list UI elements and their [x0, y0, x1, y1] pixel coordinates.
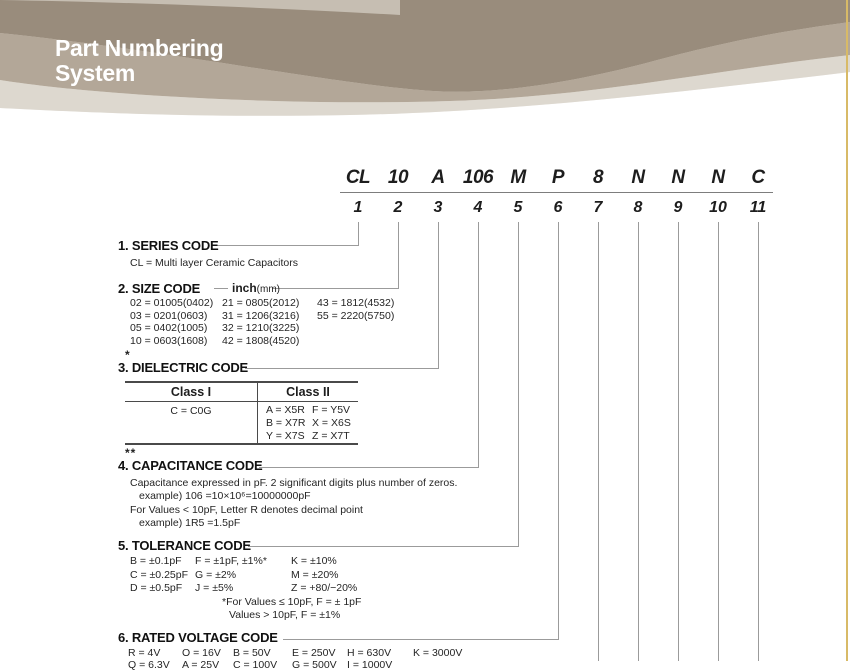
dielectric-table-header [125, 383, 358, 402]
connector-line-6 [558, 222, 559, 639]
size-code: 43 = 1812(4532) [317, 297, 395, 309]
part-code-letter: 106 [462, 167, 494, 188]
size-code [317, 322, 394, 335]
size-code: 05 = 0402(1005) [130, 322, 208, 334]
size-unit-mm: (mm) [256, 284, 280, 295]
position-number: 5 [513, 199, 523, 216]
voltage-code-row-2-clipped [128, 659, 413, 671]
voltage-code: G = 500V [292, 659, 337, 671]
part-code-row [338, 167, 778, 189]
size-unit-inch: inch [232, 281, 257, 295]
size-code: 02 = 01005(0402) [130, 297, 214, 309]
class2-header: Class II [286, 385, 330, 399]
voltage-code: K = 3000V [413, 647, 463, 659]
dielectric-code: X = X6S [312, 417, 351, 429]
leader-line-size [272, 288, 399, 289]
dielectric-code: A = X5R [266, 404, 305, 416]
size-code: 31 = 1206(3216) [222, 309, 300, 322]
position-number: 11 [749, 199, 767, 216]
section-title-dielectric: 3. DIELECTRIC CODE [118, 360, 249, 375]
tolerance-code: K = ±10% [291, 555, 337, 567]
size-code: 55 = 2220(5750) [317, 309, 395, 322]
dielectric-code: F = Y5V [312, 404, 351, 416]
connector-line-8 [638, 222, 639, 661]
tolerance-code: B = ±0.1pF [130, 555, 182, 567]
dielectric-table-body [125, 402, 358, 443]
class2-codes [266, 404, 358, 443]
capacitance-line1: Capacitance expressed in pF. 2 significant digits plus number of zeros. [130, 477, 458, 489]
position-number-row [338, 199, 778, 217]
capacitance-description [130, 477, 457, 530]
page-title-line2: System [55, 59, 136, 86]
position-number: 10 [709, 199, 727, 216]
capacitance-line3: For Values < 10pF, Letter R denotes decimal point [130, 504, 363, 516]
position-number: 9 [673, 199, 683, 216]
part-code-letter: C [751, 167, 765, 188]
header-banner [0, 0, 850, 122]
section-title-series: 1. SERIES CODE [118, 238, 219, 253]
tolerance-code: D = ±0.5pF [130, 582, 183, 594]
voltage-code: R = 4V [128, 647, 161, 659]
part-code-letter: M [510, 167, 526, 188]
part-code-letter: 10 [387, 167, 409, 188]
connector-line-7 [598, 222, 599, 661]
tolerance-footnote-line2: Values > 10pF, F = ±1% [229, 609, 341, 621]
voltage-code: B = 50V [233, 647, 271, 659]
voltage-code: Q = 6.3V [128, 659, 170, 671]
dielectric-code: B = X7R [266, 417, 306, 429]
capacitance-example1: example) 106 =10×10⁶=10000000pF [139, 490, 311, 502]
tolerance-code: J = ±5% [195, 582, 234, 594]
voltage-code: O = 16V [182, 647, 221, 659]
section-title-tolerance: 5. TOLERANCE CODE [118, 538, 251, 553]
size-code: 03 = 0201(0603) [130, 309, 208, 322]
position-number: 3 [433, 199, 443, 216]
series-description: CL = Multi layer Ceramic Capacitors [130, 257, 298, 269]
capacitance-footnote-marker: ** [125, 446, 137, 460]
page-edge-line [846, 0, 848, 661]
part-code-letter: N [631, 167, 645, 188]
voltage-code: E = 250V [292, 647, 336, 659]
section-title-voltage: 6. RATED VOLTAGE CODE [118, 630, 278, 645]
position-number: 8 [633, 199, 643, 216]
page-title [55, 36, 223, 86]
voltage-code-row-1 [128, 647, 462, 659]
leader-line-voltage [283, 639, 559, 640]
connector-line-3 [438, 222, 439, 368]
tolerance-code: C = ±0.25pF [130, 568, 189, 581]
size-unit-label [232, 281, 280, 295]
tolerance-code: F = ±1pF, ±1%* [195, 555, 267, 567]
part-code-letter: 8 [592, 167, 604, 188]
part-code-letter: CL [345, 167, 371, 188]
position-number: 1 [353, 199, 363, 216]
dielectric-code: Z = X7T [312, 430, 350, 442]
tolerance-code: Z = +80/−20% [291, 582, 358, 594]
tolerance-code: M = ±20% [291, 568, 339, 581]
tolerance-footnote [222, 596, 361, 622]
section-title-size: 2. SIZE CODE [118, 281, 201, 296]
size-code: 10 = 0603(1608) [130, 334, 208, 347]
leader-line-series [215, 245, 359, 246]
page-title-line1: Part Numbering [55, 35, 224, 61]
size-code: 32 = 1210(3225) [222, 322, 300, 334]
voltage-code: I = 1000V [347, 659, 393, 671]
size-code-grid [130, 297, 394, 347]
class1-code: C = C0G [125, 402, 258, 443]
connector-line-10 [718, 222, 719, 661]
position-number: 4 [473, 199, 483, 216]
part-code-letter: A [431, 167, 445, 188]
leader-line-capacitance [259, 467, 479, 468]
position-number: 7 [593, 199, 603, 216]
connector-line-5 [518, 222, 519, 546]
capacitance-example2: example) 1R5 =1.5pF [139, 517, 241, 529]
dielectric-table [125, 381, 358, 445]
class1-header: Class I [125, 383, 258, 401]
connector-line-4 [478, 222, 479, 467]
section-title-capacitance: 4. CAPACITANCE CODE [118, 458, 263, 473]
tolerance-code: G = ±2% [195, 568, 237, 581]
position-number: 2 [393, 199, 403, 216]
connector-line-9 [678, 222, 679, 661]
connector-line-1 [358, 222, 359, 245]
size-unit-dash [214, 288, 228, 289]
dielectric-code: Y = X7S [266, 430, 305, 442]
voltage-code: C = 100V [233, 659, 278, 671]
part-code-letter: N [711, 167, 725, 188]
connector-line-11 [758, 222, 759, 661]
size-code [317, 335, 394, 348]
part-code-underline [340, 192, 773, 193]
tolerance-footnote-line1: *For Values ≤ 10pF, F = ± 1pF [222, 596, 362, 608]
size-code: 42 = 1808(4520) [222, 334, 300, 347]
leader-line-tolerance [248, 546, 519, 547]
part-code-letter: N [671, 167, 685, 188]
leader-line-dielectric [245, 368, 439, 369]
size-code: 21 = 0805(2012) [222, 297, 300, 309]
connector-line-2 [398, 222, 399, 288]
position-number: 6 [553, 199, 563, 216]
tolerance-code-grid [130, 555, 357, 596]
voltage-code: A = 25V [182, 659, 220, 671]
part-code-letter: P [551, 167, 565, 188]
dielectric-footnote-marker: * [125, 348, 131, 362]
voltage-code: H = 630V [347, 647, 392, 659]
